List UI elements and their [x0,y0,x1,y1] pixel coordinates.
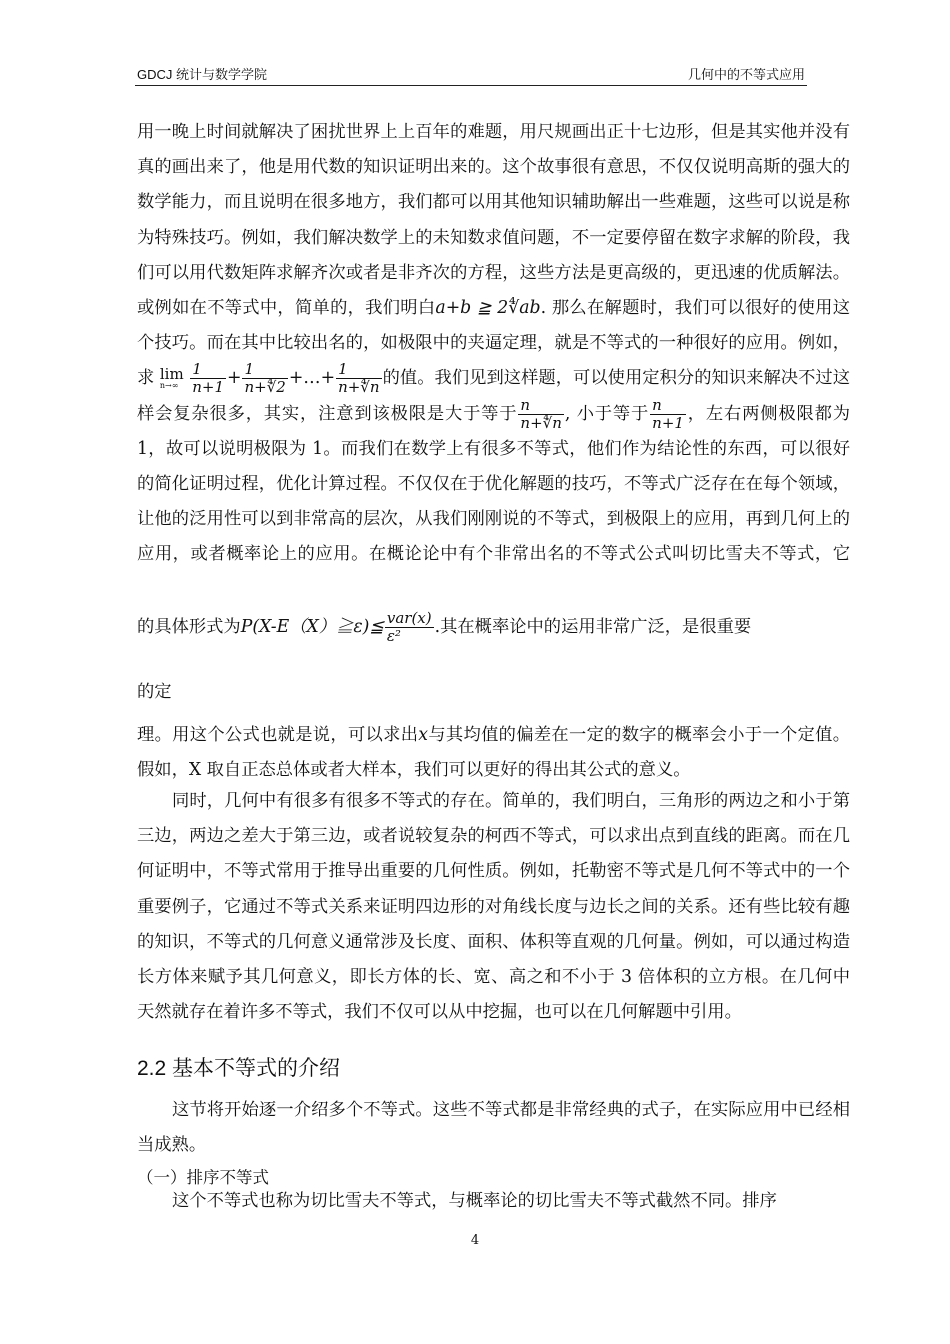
fraction-2-den: n+∜2 [244,378,286,397]
section-title: 2.2 基本不等式的介绍 [137,1057,341,1080]
fraction-upper-den: n+1 [652,413,684,432]
paragraph-4-text: 理。用这个公式也就是说，可以求出 [137,725,419,745]
header-rule [135,85,807,86]
fraction-lower-bound [518,397,563,432]
header-left: GDCJ 统计与数学学院 [137,67,268,82]
paragraph-1-text-4: , 小于等于 [564,403,650,424]
fraction-3-num: 1 [336,361,381,379]
header-right: 几何中的不等式应用 [687,67,805,82]
paragraph-7: 这个不等式也称为切比雪夫不等式，与概率论的切比雪夫不等式截然不同。排序 [172,1191,777,1211]
limit-word: lim [159,365,184,384]
fraction-2-num: 1 [242,361,287,379]
chebyshev-fraction-num: var(x) [386,609,432,627]
paragraph-1: 用一晚上时间就解决了困扰世界上上百年的难题，用尺规画出正十七边形，但是其实他并没有真的画出来了，他是用代数的知识证明出来的。这个故事很有意思，不仅仅说明高斯的强大的数学能力，而且说明在很多地方，我们都可以用其他知识辅助解出一些难题，这些可以说是称为特殊技巧。例如，我们解决数学上的未知数求值问题，不一定要停留在数字求解的阶段，我们可以用代数矩阵求解齐次或者是非齐次的方程，这些方法是更高级的，更迅速的优质解法。或例如在不等式中，简单的，我们明白a+b ≧ 2∜ab. 那么在解题时，我们可以很好的使用这个技巧。而在其中比较出名的，如极限中的夹逼定理，就是不等式的一种很好的应用。例如，求 lim n→∞ $\frac{1}{n+1}$ + $\frac{1}{n+∜2}$ +…+ $\frac{1}{n+∜n}$ 的值。我们见到这样题，可以使用定积分的知识来解决不过这样会复杂很多，其实，注意到该极限是大于等于 $\frac{n}{n+∜n}$ , 小于等于 $\frac{n}{n+1}$ ，左右两侧极限都为 1，故可以说明极限为 1。而我们在数学上有很多不等式，他们作为结论性的东西，可以很好的简化证明过程，优化计算过程。不仅仅在于优化解题的技巧，不等式广泛存在在每个领域，让他的泛用性可以到非常高的层次，从我们刚刚说的不等式，到极限上的应用，再到几何上的应用，或者概率论上的应用。在概论论中有个非常出名的不等式公式叫切比雪夫不等式，它 [137,122,850,565]
fraction-1-num: 1 [190,361,226,379]
paragraph-2-text: 的具体形式为 [137,617,241,637]
fraction-lower-num: n [518,397,563,415]
fraction-upper-bound [650,397,686,432]
paragraph-4-text-2: 与其均值的偏差在一定的数字的概率会小于一个定值。假如，X 取自正态总体或者大样本，我们可以更好的得出其公式的意义。 [137,725,850,781]
paragraph-1-text-2: . 那么在解题时，我们可以很好的使用这个技巧。而在其中比较出名的，如极限中的夹逼定理，就是不等式的一种很好的应用。例如，求 [137,298,850,389]
paragraph-6: 这节将开始逐一介绍多个不等式。这些不等式都是非常经典的式子，在实际应用中已经相当成熟。 [137,1100,850,1156]
fraction-1-den: n+1 [192,378,224,397]
paragraph-1-text-5: ，左右两侧极限都为 1，故可以说明极限为 1。而我们在数学上有很多不等式，他们作为结论性的东西，可以很好的简化证明过程，优化计算过程。不仅仅在于优化解题的技巧，不等式广泛存在在每个领域，让他的泛用性可以到非常高的层次，从我们刚刚说的不等式，到极限上的应用，再到几何上的应用，或者概率论上的应用。在概论论中有个非常出名的不等式公式叫切比雪夫不等式，它 [137,403,850,565]
chebyshev-formula: P(X-E（X）≧ε)≦ [240,617,384,637]
chebyshev-fraction [385,610,434,645]
paragraph-1-text: 用一晚上时间就解决了困扰世界上上百年的难题，用尺规画出正十七边形，但是其实他并没有真的画出来了，他是用代数的知识证明出来的。这个故事很有意思，不仅仅说明高斯的强大的数学能力，而且说明在很多地方，我们都可以用其他知识辅助解出一些难题，这些可以说是称为特殊技巧。例如，我们解决数学上的未知数求值问题，不一定要停留在数字求解的阶段，我们可以用代数矩阵求解齐次或者是非齐次的方程，这些方法是更高级的，更迅速的优质解法。或例如在不等式中，简单的，我们明白 [137,122,850,319]
subsection-title: （一）排序不等式 [137,1168,269,1187]
fraction-3 [336,361,381,396]
paragraph-3: 的定 [137,682,172,702]
limit-subscript: n→∞ [159,381,179,391]
paragraph-1-text-3: 的值。我们见到这样题，可以使用定积分的知识来解决不过这样会复杂很多，其实，注意到该极限是大于等于 [137,368,850,424]
formula-am-gm: a+b ≧ 2∜ab [435,298,541,319]
fraction-2 [242,361,287,396]
paragraph-5: 同时，几何中有很多有很多不等式的存在。简单的，我们明白，三角形的两边之和小于第三边，两边之差大于第三边，或者说较复杂的柯西不等式，可以求出点到直线的距离。而在几何证明中，不等式常用于推导出重要的几何性质。例如，托勒密不等式是几何不等式中的一个重要例子，它通过不等式关系来证明四边形的对角线长度与边长之间的关系。还有些比较有趣的知识，不等式的几何意义通常涉及长度、面积、体积等直观的几何量。例如，可以通过构造长方体来赋予其几何意义，即长方体的长、宽、高之和不小于 3 倍体积的立方根。在几何中天然就存在着许多不等式，我们不仅可以从中挖掘，也可以在几何解题中引用。 [137,791,850,1023]
paragraph-2 [137,610,850,645]
chebyshev-fraction-den: ε² [386,627,401,645]
fraction-lower-den: n+∜n [520,413,562,432]
variable-x: x [418,725,429,745]
fraction-3-den: n+∜n [338,378,380,397]
fraction-upper-num: n [650,397,686,415]
limit-operator [160,367,184,390]
fraction-1 [190,361,226,396]
page-number: 4 [470,1233,480,1248]
paragraph-2-text-2: .其在概率论中的运用非常广泛，是很重要 [434,617,752,637]
plus-dots: +…+ [288,368,336,389]
paragraph-4 [137,718,850,788]
